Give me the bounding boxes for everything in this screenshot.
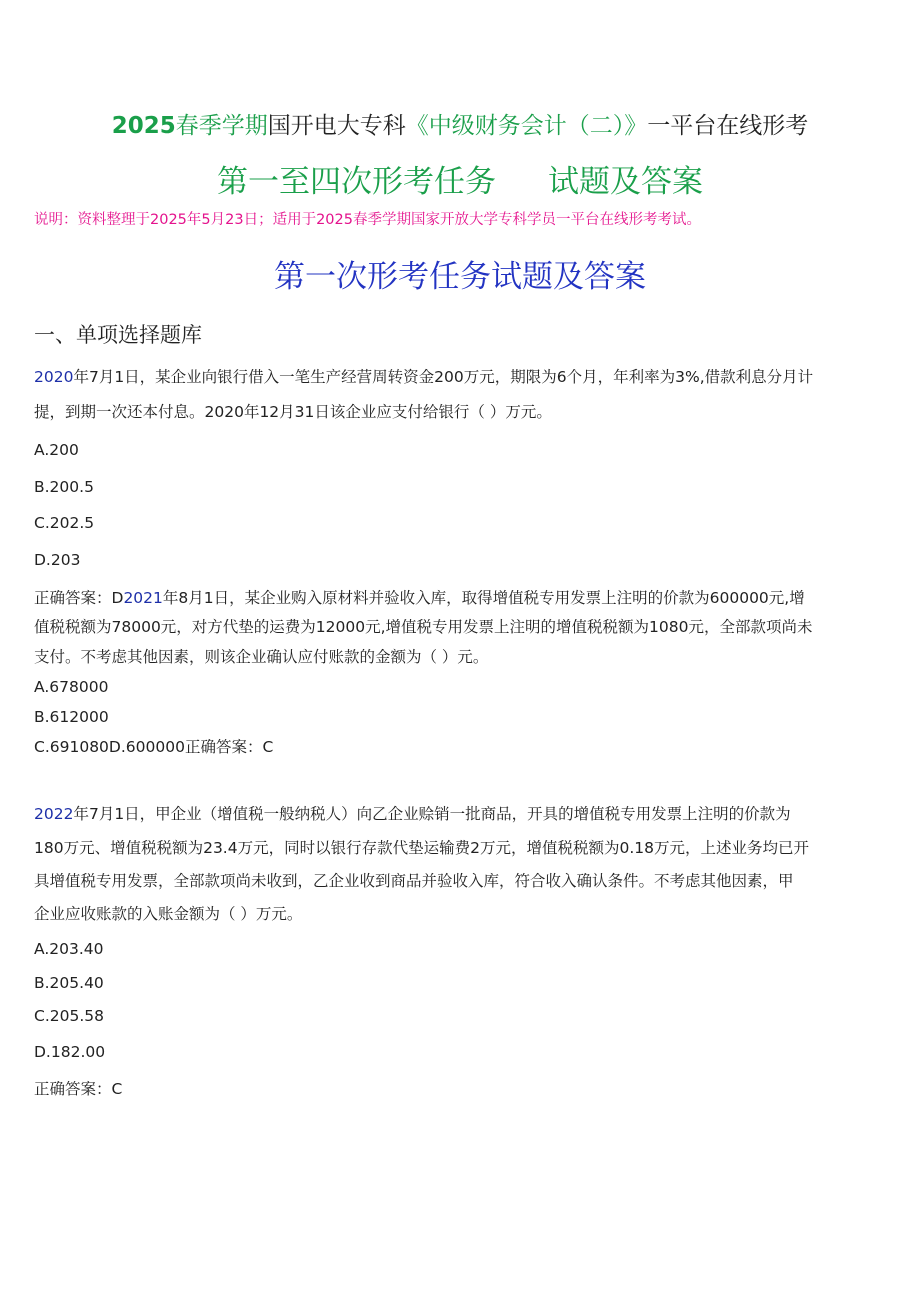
q2-stem-line3: 支付。不考虑其他因素，则该企业确认应付账款的金额为（ ）元。 xyxy=(34,648,489,666)
title-year: 2025 xyxy=(111,113,176,139)
q1-stem-line1 xyxy=(34,365,884,389)
section-heading: 一、单项选择题库 xyxy=(34,323,202,347)
q2-option-a: A.678000 xyxy=(34,678,109,696)
q2-stem-line2: 值税税额为78000元，对方代垫的运费为12000元,增值税专用发票上注明的增值税税额为1080元，全部款项尚未 xyxy=(34,618,813,636)
q3-option-c: C.205.58 xyxy=(34,1007,104,1025)
q3-year: 2022 xyxy=(34,805,74,823)
q1-option-b: B.200.5 xyxy=(34,478,94,496)
title-end: 一平台在线形考 xyxy=(647,113,809,139)
title-mid: 国开电大专科 xyxy=(267,113,406,139)
subtitle-part2: 试题及答案 xyxy=(548,164,703,200)
document-subtitle xyxy=(0,161,920,203)
q1-option-c: C.202.5 xyxy=(34,514,95,532)
document-title xyxy=(0,110,920,142)
q1-answer-q2-stem-line1 xyxy=(34,586,884,610)
document-note: 说明：资料整理于2025年5月23日；适用于2025春季学期国家开放大学专科学员一平台在线形考考试。 xyxy=(34,212,701,228)
q2-year: 2021 xyxy=(123,589,163,607)
q2-option-b: B.612000 xyxy=(34,708,109,726)
subtitle-part1: 第一至四次形考任务 xyxy=(217,164,496,200)
q3-option-b: B.205.40 xyxy=(34,974,104,992)
q3-stem-line4: 企业应收账款的入账金额为（ ）万元。 xyxy=(34,905,303,923)
q1-line1-text: 年7月1日，某企业向银行借入一笔生产经营周转资金200万元，期限为6个月，年利率为3%,借款利息分月计 xyxy=(73,368,814,386)
q3-stem-line3: 具增值税专用发票，全部款项尚未收到，乙企业收到商品并验收入库，符合收入确认条件。不考虑其他因素，甲 xyxy=(34,872,794,890)
q1-answer: 正确答案：D xyxy=(34,589,124,607)
q1-option-a: A.200 xyxy=(34,441,79,459)
q1-year: 2020 xyxy=(34,368,74,386)
q2-line1-text: 年8月1日，某企业购入原材料并验收入库，取得增值税专用发票上注明的价款为600000元,增 xyxy=(162,589,805,607)
q3-option-d: D.182.00 xyxy=(34,1043,106,1061)
q3-answer: 正确答案：C xyxy=(34,1080,123,1098)
q3-option-a: A.203.40 xyxy=(34,940,104,958)
q1-stem-line2: 提，到期一次还本付息。2020年12月31日该企业应支付给银行（ ）万元。 xyxy=(34,403,552,421)
title-term: 春季学期 xyxy=(175,113,268,139)
section-title: 第一次形考任务试题及答案 xyxy=(274,259,646,295)
q3-line1-text: 年7月1日，甲企业（增值税一般纳税人）向乙企业赊销一批商品，开具的增值税专用发票上注明的价款为 xyxy=(73,805,791,823)
q1-option-d: D.203 xyxy=(34,551,81,569)
q3-stem-line1 xyxy=(34,802,884,826)
title-course: 《中级财务会计（二）》 xyxy=(405,113,648,139)
q3-stem-line2: 180万元、增值税税额为23.4万元，同时以银行存款代垫运输费2万元，增值税税额为0.18万元，上述业务均已开 xyxy=(34,839,809,857)
q2-option-cd-answer: C.691080D.600000正确答案：C xyxy=(34,738,274,756)
